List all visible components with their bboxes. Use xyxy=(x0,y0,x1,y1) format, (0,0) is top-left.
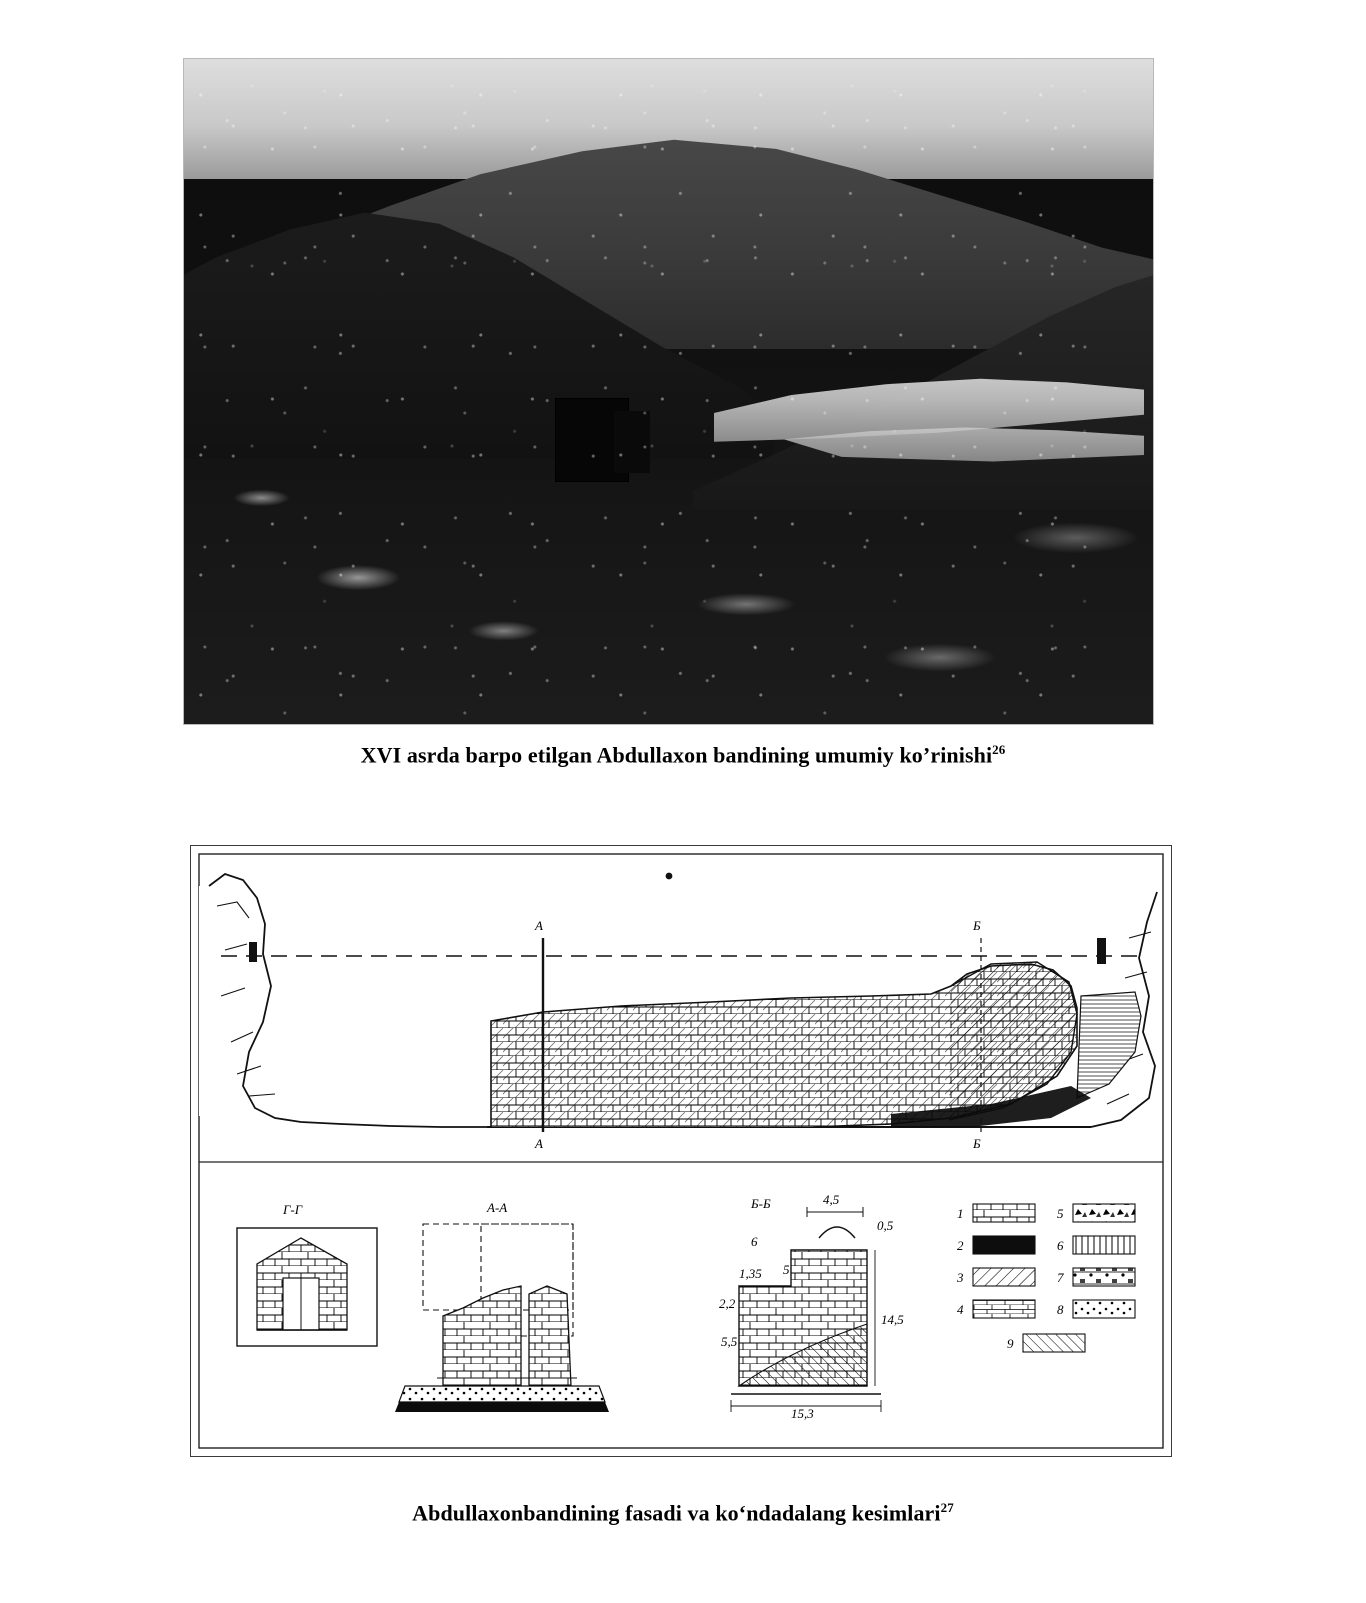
legend-number-6: 6 xyxy=(1057,1238,1064,1253)
legend-number-9: 9 xyxy=(1007,1336,1014,1351)
reference-dot xyxy=(666,873,673,880)
legend-swatch-3 xyxy=(973,1268,1035,1286)
legend-swatch-9 xyxy=(1023,1334,1085,1352)
footnote-marker-26: 26 xyxy=(992,742,1006,757)
dimension-0-5: 0,5 xyxy=(877,1218,894,1233)
dimension-5: 5 xyxy=(783,1262,790,1277)
photo-grain-overlay xyxy=(184,59,1153,724)
marker-post-left xyxy=(249,942,257,962)
figure-photograph xyxy=(183,58,1154,725)
detail-title-aa: A-A xyxy=(487,1200,508,1215)
section-label-a-bottom: A xyxy=(535,1136,543,1151)
dimension-2-2: 2,2 xyxy=(719,1296,736,1311)
dimension-15-3: 15,3 xyxy=(791,1406,814,1421)
dimension-6: 6 xyxy=(751,1234,758,1249)
legend-swatch-7 xyxy=(1073,1268,1135,1286)
caption-text-2: Abdullaxonbandining fasadi va ko‘ndadalang kesimlari xyxy=(412,1500,941,1526)
legend-number-8: 8 xyxy=(1057,1302,1064,1317)
dimension-4-5: 4,5 xyxy=(823,1192,840,1207)
legend-swatch-1 xyxy=(973,1204,1035,1222)
legend-number-5: 5 xyxy=(1057,1206,1064,1221)
dimension-14-5: 14,5 xyxy=(881,1312,904,1327)
dimension-1-35: 1,35 xyxy=(739,1266,762,1281)
footnote-marker-27: 27 xyxy=(940,1500,954,1515)
legend-number-4: 4 xyxy=(957,1302,964,1317)
marker-post-right xyxy=(1097,938,1106,964)
drawing-canvas xyxy=(191,846,1171,1456)
dimension-5-5: 5,5 xyxy=(721,1334,738,1349)
legend-number-2: 2 xyxy=(957,1238,964,1253)
legend-swatch-4 xyxy=(973,1300,1035,1318)
legend-number-3: 3 xyxy=(957,1270,964,1285)
caption-text-1: XVI asrda barpo etilgan Abdullaxon bandining umumiy ko’rinishi xyxy=(360,742,993,768)
figure-photograph-caption xyxy=(0,742,1366,768)
detail-title-gg: Г-Г xyxy=(283,1202,303,1217)
detail-title-bb: Б-Б xyxy=(751,1196,771,1211)
legend-swatch-6 xyxy=(1073,1236,1135,1254)
legend-number-1: 1 xyxy=(957,1206,964,1221)
section-label-a-top: A xyxy=(535,918,543,933)
legend-swatch-2 xyxy=(973,1236,1035,1254)
legend-swatch-8 xyxy=(1073,1300,1135,1318)
figure-drawing-caption xyxy=(0,1500,1366,1526)
section-label-b-bottom: Б xyxy=(973,1136,981,1151)
legend-swatch-5 xyxy=(1073,1204,1135,1222)
section-label-b-top: Б xyxy=(973,918,981,933)
photograph-canvas xyxy=(184,59,1153,724)
figure-drawing xyxy=(190,845,1172,1457)
legend-number-7: 7 xyxy=(1057,1270,1064,1285)
